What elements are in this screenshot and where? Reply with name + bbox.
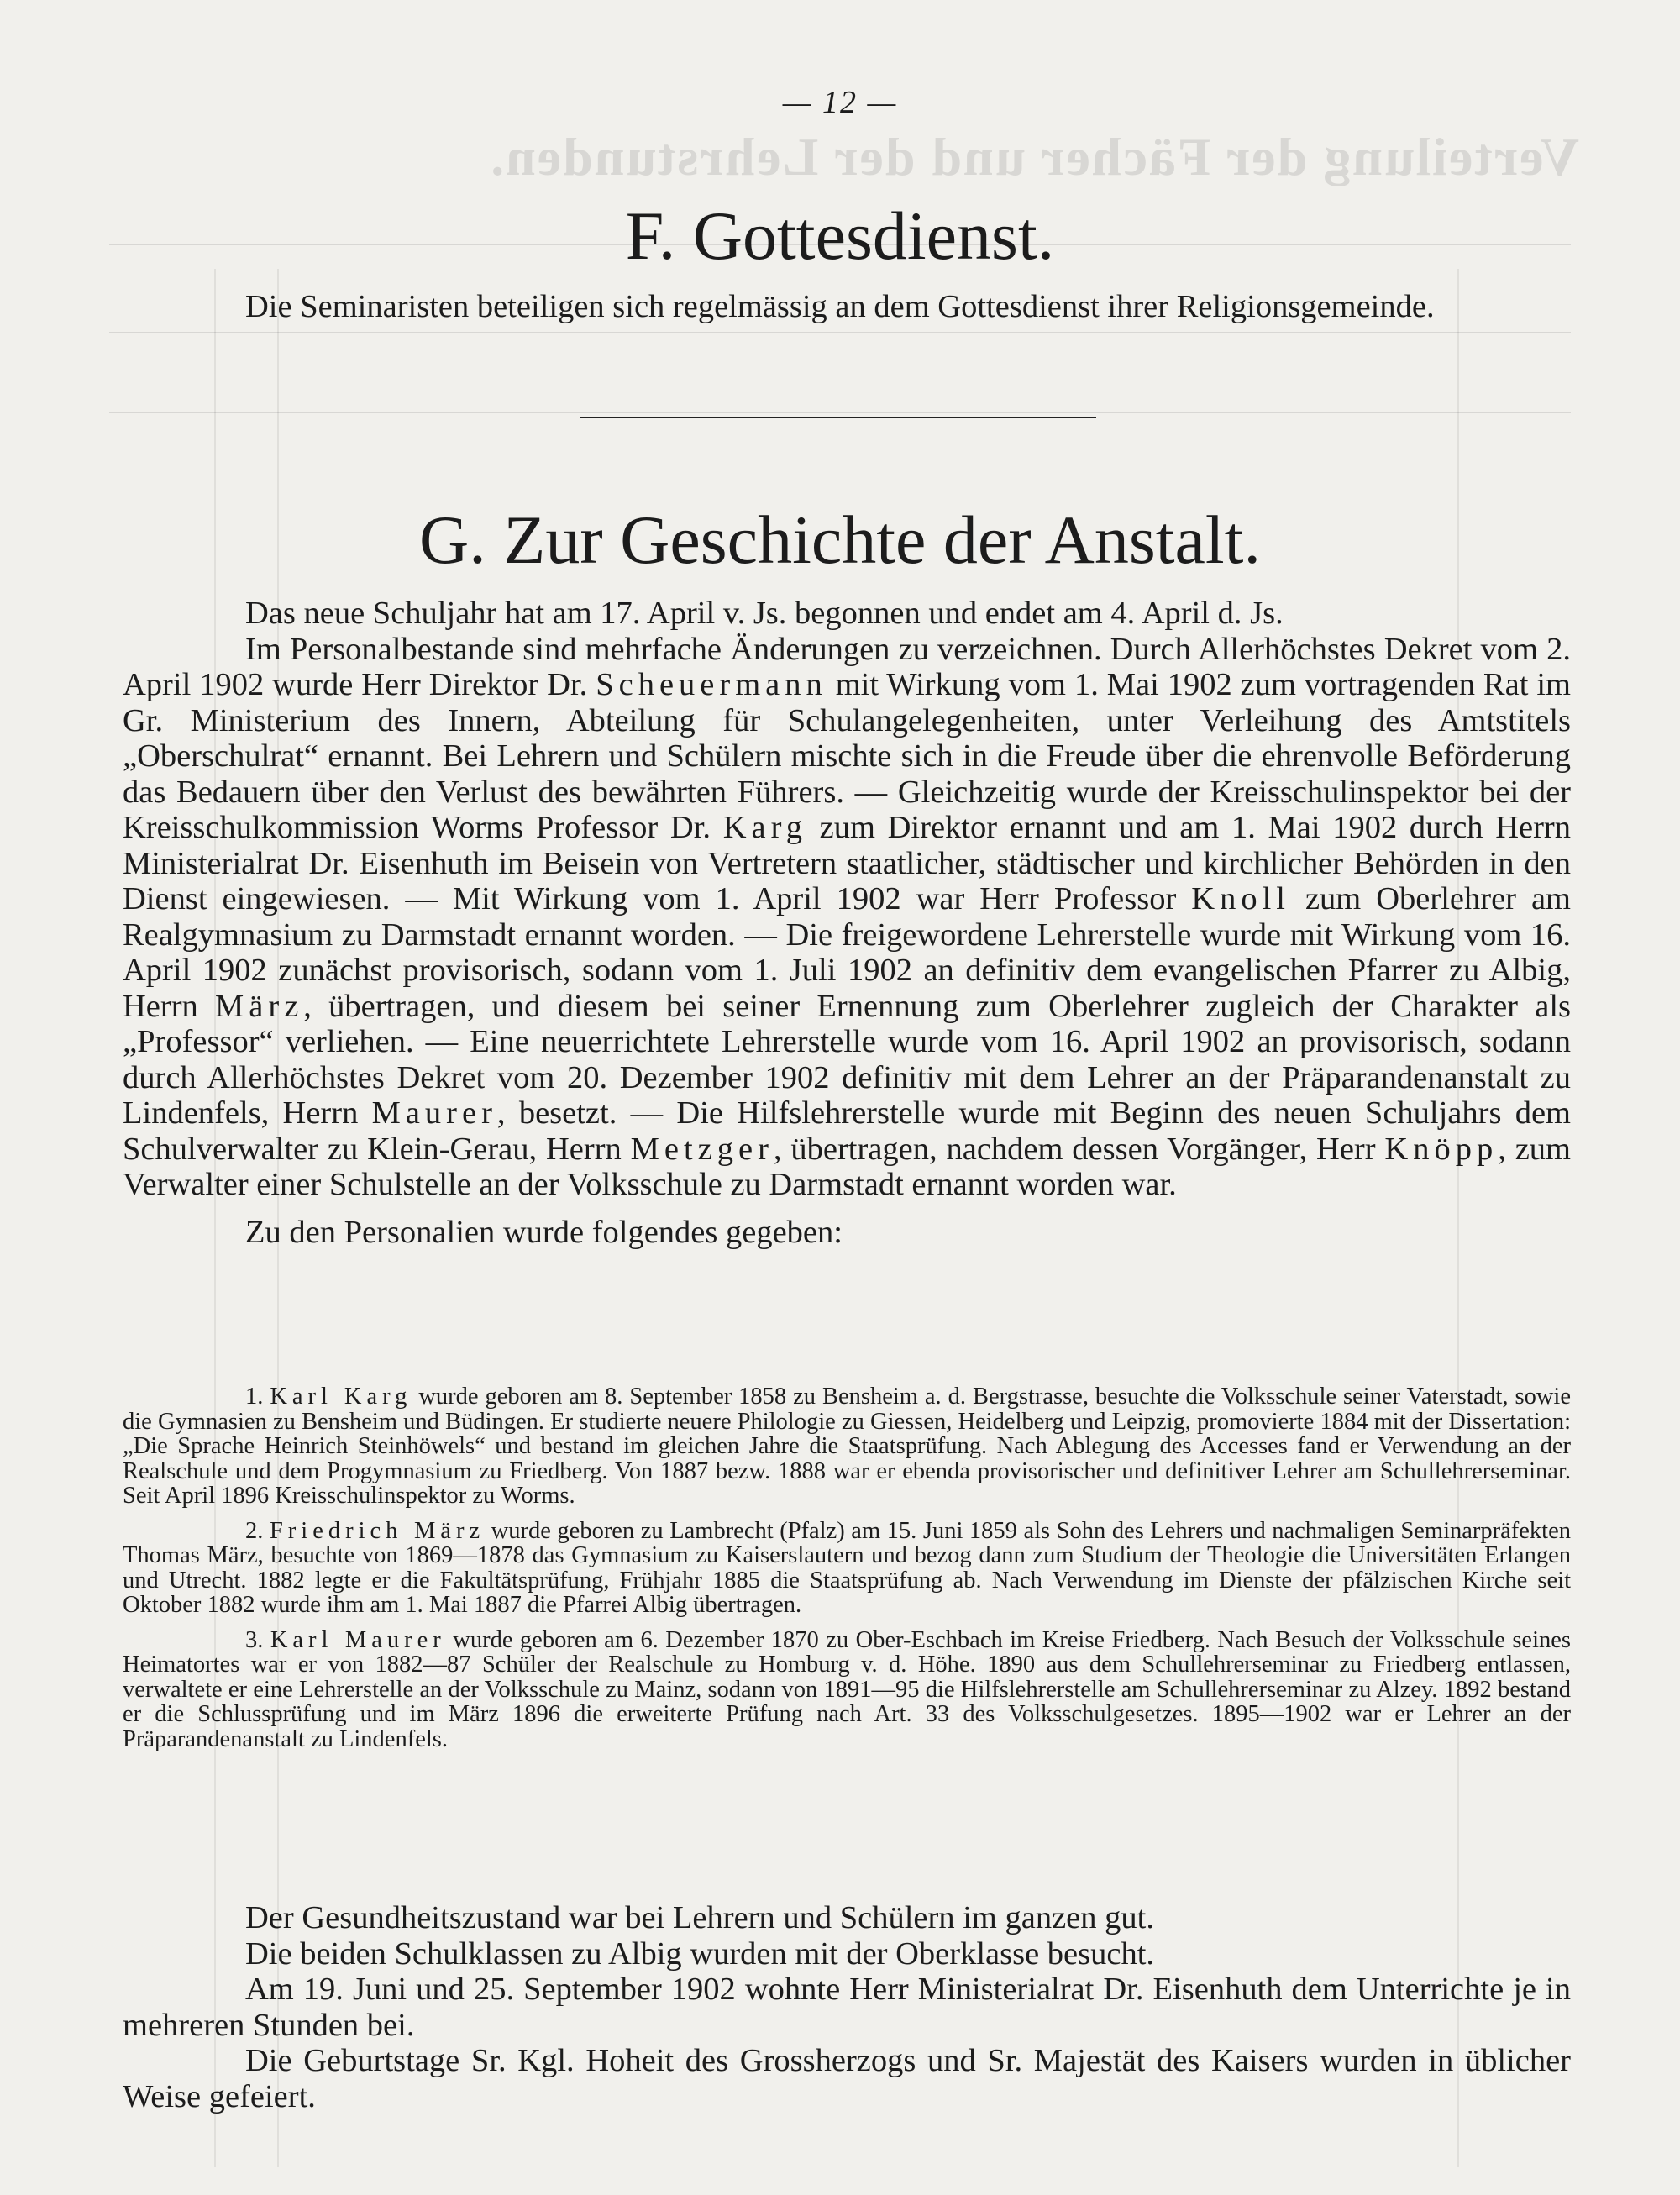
- person-name: Knoll: [1191, 881, 1290, 916]
- bleed-through-rule: [109, 412, 1571, 413]
- section-g-title: G. Zur Geschichte der Anstalt.: [419, 501, 1261, 578]
- personnel-text: Im Personalbestande sind mehrfache Änderungen zu verzeichnen. Durch Allerhöchstes Dekret vom 2. April 1902 wurde Herr Direktor Dr.: [123, 631, 1571, 702]
- biography-text: wurde geboren zu Lambrecht (Pfalz) am 15. Juni 1859 als Sohn des Lehrers und nachmaligen Seminarpräfekten Thomas März, besuchte von 1869—1878 das Gymnasium zu Kaiserslautern und bezog dann zum Studium der Theologie die Universitäten Erlangen und Utrecht. 1882 legte er die Fakultätsprüfung, Frühjahr 1885 die Staatsprüfung ab. Nach Verwendung im Dienste der pfälzischen Kirche seit Oktober 1882 wurde ihm am 1. Mai 1887 die Pfarrei Albig übertragen.: [123, 1517, 1571, 1618]
- biography-number: 1.: [245, 1384, 270, 1410]
- biography-karg: [123, 1384, 1571, 1509]
- section-g-closing: [123, 1900, 1571, 2114]
- paragraph-inspection: Am 19. Juni und 25. September 1902 wohnte Herr Ministerialrat Dr. Eisenhuth dem Unterrichte je in mehreren Stunden bei.: [123, 1972, 1571, 2043]
- biography-name: Karl Maurer: [270, 1626, 446, 1653]
- bleed-through-rule: [109, 332, 1571, 333]
- paragraph-albig-visit: Die beiden Schulklassen zu Albig wurden mit der Oberklasse besucht.: [245, 1935, 1155, 1972]
- biography-number: 2.: [245, 1517, 270, 1544]
- paragraph-personnel: [123, 632, 1571, 1203]
- paragraph-health: Der Gesundheitszustand war bei Lehrern und Schülern im ganzen gut.: [245, 1900, 1154, 1935]
- biography-name: Friedrich März: [269, 1517, 486, 1544]
- personnel-text: zum Direktor ernannt und am 1. Mai 1902 durch Herrn Ministerialrat Dr. Eisenhuth im Beisein von Vertretern staatlicher, städtischer und kirchlicher Behörden in den Dienst eingewiesen. — Mit Wirkung vom 1. April 1902 war Herr Professor: [123, 810, 1571, 916]
- personnel-text: , besetzt. — Die Hilfslehrerstelle wurde mit Beginn des neuen Schuljahrs dem Schulverwalter zu Klein-Gerau, Herrn: [123, 1095, 1571, 1167]
- paragraph-personalia-intro: Zu den Personalien wurde folgendes gegeben:: [245, 1214, 843, 1250]
- person-name: Knöpp: [1384, 1131, 1499, 1167]
- section-f-paragraph: Die Seminaristen beteiligen sich regelmässig an dem Gottesdienst ihrer Religionsgemeinde.: [245, 289, 1435, 324]
- section-g-body: [123, 596, 1571, 1250]
- paragraph-school-year: Das neue Schuljahr hat am 17. April v. Js. begonnen und endet am 4. April d. Js.: [245, 596, 1284, 631]
- biography-number: 3.: [245, 1626, 270, 1653]
- section-f-title: F. Gottesdienst.: [625, 197, 1055, 274]
- paragraph-birthdays: Die Geburtstage Sr. Kgl. Hoheit des Grossherzogs und Sr. Majestät des Kaisers wurden in üblicher Weise gefeiert.: [123, 2043, 1571, 2114]
- biography-maurer: [123, 1628, 1571, 1752]
- person-name: Metzger: [630, 1131, 774, 1167]
- biography-text: wurde geboren am 8. September 1858 zu Bensheim a. d. Bergstrasse, besuchte die Volksschule seiner Vaterstadt, sowie die Gymnasien zu Bensheim und Büdingen. Er studierte neuere Philologie zu Giessen, Heidelberg und Leipzig, promovierte 1884 mit der Dissertation: „Die Sprache Heinrich Steinhöwels“ und bestand im gleichen Jahre die Staatsprüfung. Nach Ablegung des Accesses fand er Verwendung an der Realschule und dem Progymnasium zu Friedberg. Von 1887 bezw. 1888 war er ebenda provisorischer und definitiver Lehrer am Schullehrerseminar. Seit April 1896 Kreisschulinspektor zu Worms.: [123, 1384, 1571, 1509]
- biography-name: Karl Karg: [270, 1384, 412, 1410]
- personnel-text: mit Wirkung vom 1. Mai 1902 zum vortragenden Rat im Gr. Ministerium des Innern, Abteilung für Schulangelegenheiten, unter Verleihung des Amtstitels „Oberschulrat“ ernannt. Bei Lehrern und Schülern mischte sich in die Freude über die ehrenvolle Beförderung das Bedauern über den Verlust des bewährten Führers. — Gleichzeitig wurde der Kreisschulinspektor bei der Kreisschulkommission Worms Professor Dr.: [123, 667, 1571, 845]
- section-divider: [580, 417, 1096, 418]
- personnel-text: , übertragen, und diesem bei seiner Ernennung zum Oberlehrer zugleich der Charakter als „Professor“ verliehen. — Eine neuerrichtete Lehrerstelle wurde vom 16. April 1902 an provisorisch, sodann durch Allerhöchstes Dekret vom 20. Dezember 1902 definitiv mit dem Lehrer an der Präparandenanstalt zu Lindenfels, Herrn: [123, 988, 1571, 1131]
- section-f-text: [123, 289, 1571, 325]
- personnel-text: , zum Verwalter einer Schulstelle an der Volksschule zu Darmstadt ernannt worden war.: [123, 1131, 1571, 1202]
- biographies: [123, 1384, 1571, 1762]
- person-name: Karg: [722, 810, 807, 845]
- personnel-text: zum Oberlehrer am Realgymnasium zu Darmstadt ernannt worden. — Die freigewordene Lehrerstelle wurde mit Wirkung vom 16. April 1902 zunächst provisorisch, sodann vom 1. Juli 1902 an definitiv dem evangelischen Pfarrer zu Albig, Herrn: [123, 881, 1572, 1024]
- person-name: Maurer: [371, 1095, 497, 1131]
- biography-maerz: [123, 1519, 1571, 1618]
- person-name: Scheuermann: [596, 667, 827, 702]
- personnel-text: , übertragen, nachdem dessen Vorgänger, Herr: [773, 1131, 1385, 1167]
- bleed-through-text: Verteilung der Fächer und der Lehrstunden.: [489, 127, 1579, 186]
- page-number: — 12 —: [782, 85, 898, 120]
- person-name: März: [215, 988, 304, 1024]
- biography-text: wurde geboren am 6. Dezember 1870 zu Ober-Eschbach im Kreise Friedberg. Nach Besuch der Volksschule seines Heimatortes war er von 1882—87 Schüler der Realschule zu Homburg v. d. Höhe. 1890 aus dem Schullehrerseminar zu Friedberg entlassen, verwaltete er eine Lehrerstelle an der Volksschule zu Mainz, sodann von 1891—95 die Hilfslehrerstelle am Schullehrerseminar zu Alzey. 1892 bestand er die Schlussprüfung und im März 1896 die erweiterte Prüfung nach Art. 33 des Volksschulgesetzes. 1895—1902 war er Lehrer an der Präparandenanstalt zu Lindenfels.: [123, 1626, 1571, 1752]
